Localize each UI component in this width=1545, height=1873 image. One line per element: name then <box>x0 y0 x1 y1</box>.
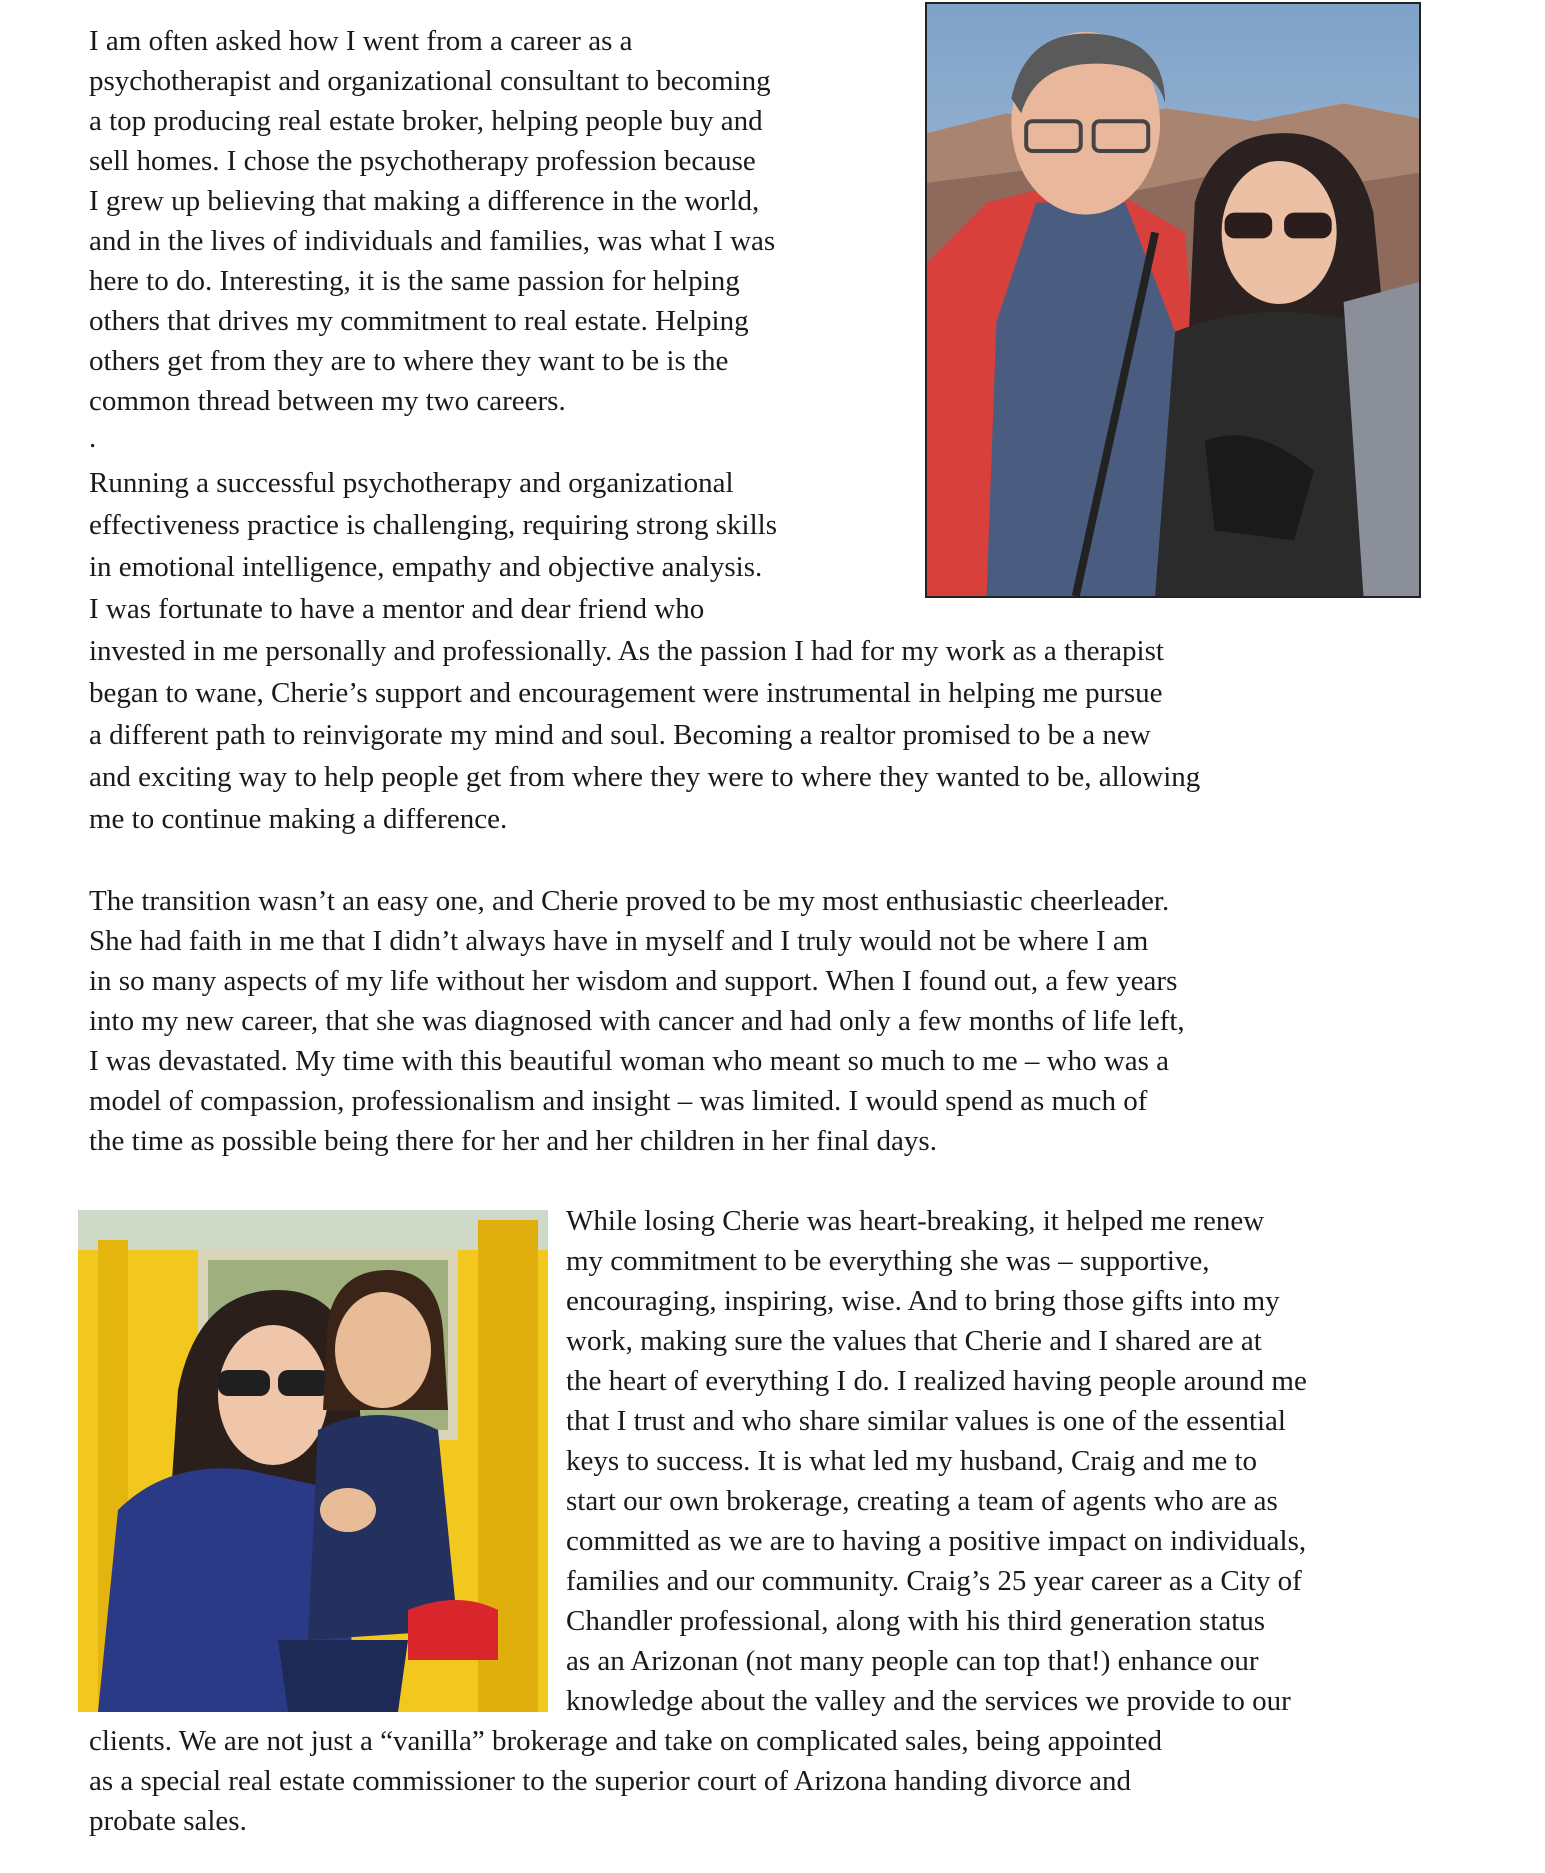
text-line: the time as possible being there for her and her children in her final days. <box>89 1125 937 1157</box>
text-line: keys to success. It is what led my husband, Craig and me to <box>566 1445 1258 1477</box>
family-photo-graphic <box>78 1210 548 1712</box>
text-line: committed as we are to having a positive impact on individuals, <box>566 1525 1307 1557</box>
text-line: clients. We are not just a “vanilla” brokerage and take on complicated sales, being appointed <box>89 1725 1162 1757</box>
text-line: in emotional intelligence, empathy and objective analysis. <box>89 551 763 583</box>
text-line: The transition wasn’t an easy one, and Cherie proved to be my most enthusiastic cheerleader. <box>89 885 1170 917</box>
text-line: I was devastated. My time with this beautiful woman who meant so much to me – who was a <box>89 1045 1170 1077</box>
text-line: the heart of everything I do. I realized having people around me <box>566 1365 1307 1397</box>
couple-photo-graphic <box>927 4 1419 596</box>
text-line: others get from they are to where they want to be is the <box>89 345 729 377</box>
photo-woman-with-child <box>78 1210 548 1712</box>
text-line: I am often asked how I went from a career as a <box>89 25 633 57</box>
text-line: and in the lives of individuals and families, was what I was <box>89 225 776 257</box>
text-line: I grew up believing that making a difference in the world, <box>89 185 760 217</box>
text-line: probate sales. <box>89 1805 247 1837</box>
text-line: Running a successful psychotherapy and organizational <box>89 467 734 499</box>
text-line: that I trust and who share similar values is one of the essential <box>566 1405 1286 1437</box>
text-line: I was fortunate to have a mentor and dear friend who <box>89 593 705 625</box>
text-line: knowledge about the valley and the services we provide to our <box>566 1685 1291 1717</box>
text-line: my commitment to be everything she was – supportive, <box>566 1245 1210 1277</box>
text-line: effectiveness practice is challenging, requiring strong skills <box>89 509 778 541</box>
text-line: me to continue making a difference. <box>89 803 508 835</box>
text-line: families and our community. Craig’s 25 year career as a City of <box>566 1565 1302 1597</box>
text-line: invested in me personally and professionally. As the passion I had for my work as a therapist <box>89 635 1164 667</box>
text-line: a top producing real estate broker, helping people buy and <box>89 105 763 137</box>
text-line: While losing Cherie was heart-breaking, it helped me renew <box>566 1205 1265 1237</box>
photo-couple-canyon <box>925 2 1421 598</box>
text-line: start our own brokerage, creating a team of agents who are as <box>566 1485 1278 1517</box>
text-line: common thread between my two careers. <box>89 385 566 417</box>
text-line: work, making sure the values that Cherie and I shared are at <box>566 1325 1262 1357</box>
text-line: sell homes. I chose the psychotherapy profession because <box>89 145 756 177</box>
text-line: began to wane, Cherie’s support and encouragement were instrumental in helping me pursue <box>89 677 1163 709</box>
text-line: She had faith in me that I didn’t always have in myself and I truly would not be where I am <box>89 925 1149 957</box>
text-line: into my new career, that she was diagnosed with cancer and had only a few months of life left, <box>89 1005 1185 1037</box>
text-line: others that drives my commitment to real estate. Helping <box>89 305 749 337</box>
text-line: as a special real estate commissioner to the superior court of Arizona handing divorce and <box>89 1765 1132 1797</box>
text-line: Chandler professional, along with his third generation status <box>566 1605 1266 1637</box>
text-line: and exciting way to help people get from where they were to where they wanted to be, allowing <box>89 761 1201 793</box>
text-line: . <box>89 422 97 454</box>
text-line: here to do. Interesting, it is the same passion for helping <box>89 265 740 297</box>
text-line: as an Arizonan (not many people can top that!) enhance our <box>566 1645 1259 1677</box>
text-line: encouraging, inspiring, wise. And to bring those gifts into my <box>566 1285 1280 1317</box>
text-line: psychotherapist and organizational consultant to becoming <box>89 65 771 97</box>
text-line: a different path to reinvigorate my mind and soul. Becoming a realtor promised to be a new <box>89 719 1151 751</box>
text-line: in so many aspects of my life without her wisdom and support. When I found out, a few years <box>89 965 1178 997</box>
text-line: model of compassion, professionalism and insight – was limited. I would spend as much of <box>89 1085 1148 1117</box>
